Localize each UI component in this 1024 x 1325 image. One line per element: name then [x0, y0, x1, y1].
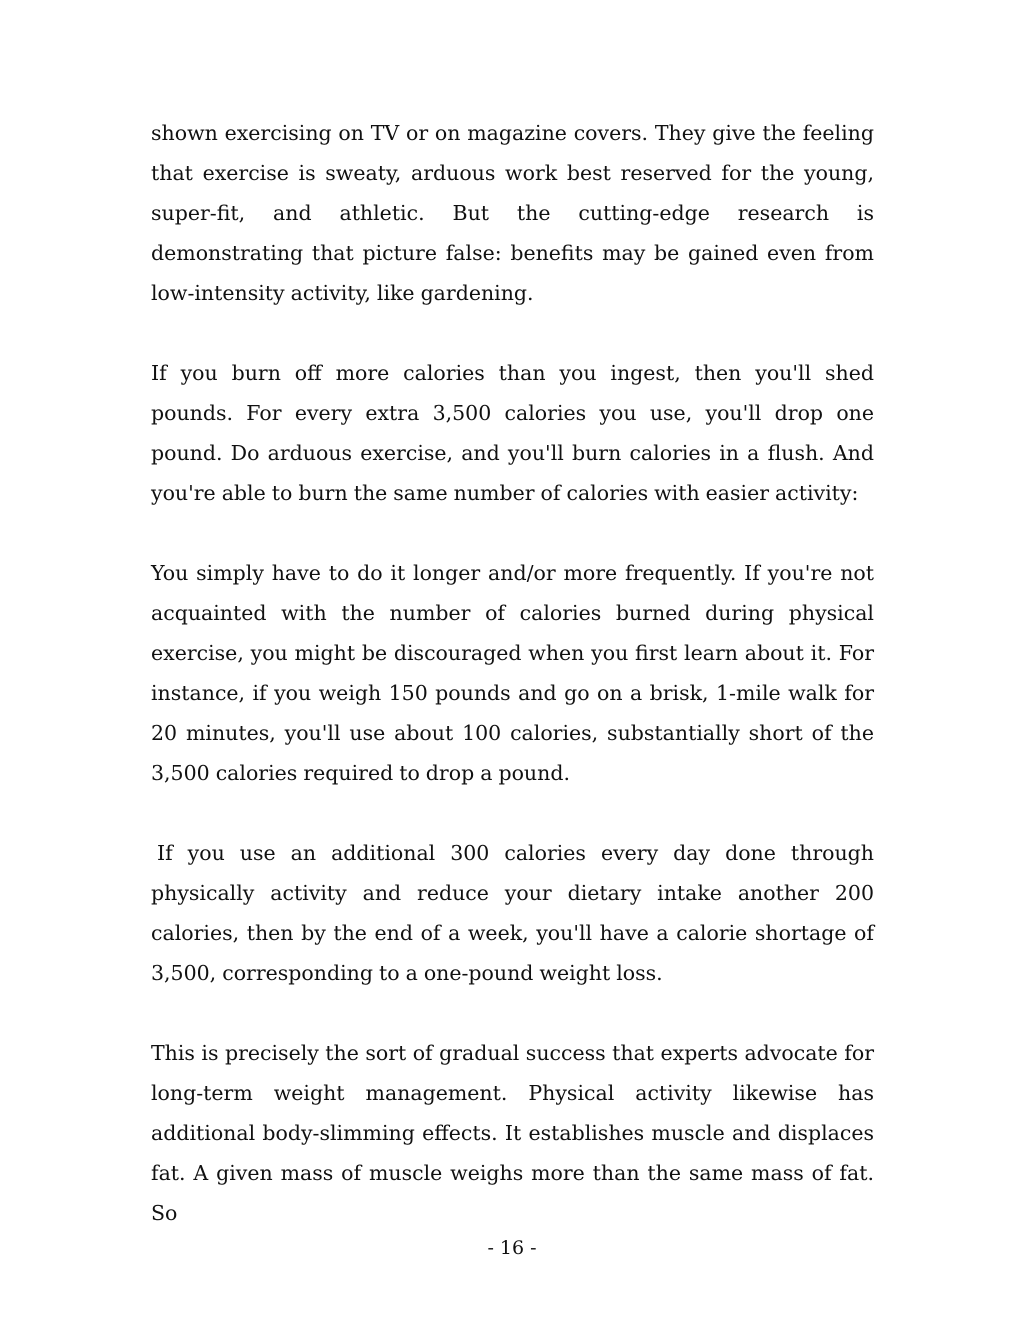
paragraph: shown exercising on TV or on magazine covers. They give the feeling that exercise is sweaty, arduous work best reserved for the young, super-fit, and athletic. But the cutting-edge research is demonstrating that picture false: benefits may be gained even from low-intensity activity, like gardening.: [151, 121, 874, 305]
paragraph: If you burn off more calories than you ingest, then you'll shed pounds. For every extra 3,500 calories you use, you'll drop one pound. Do arduous exercise, and you'll burn calories in a flush. And you're able to burn the same number of calories with easier activity:: [151, 361, 874, 505]
paragraph: You simply have to do it longer and/or more frequently. If you're not acquainted with the number of calories burned during physical exercise, you might be discouraged when you first learn about it. For instance, if you weigh 150 pounds and go on a brisk, 1-mile walk for 20 minutes, you'll use about 100 calories, substantially short of the 3,500 calories required to drop a pound.: [151, 561, 874, 785]
page-number: - 16 -: [487, 1237, 537, 1259]
paragraph: This is precisely the sort of gradual success that experts advocate for long-term weight management. Physical activity likewise has additional body-slimming effects. It establishes muscle and displaces fat. A given mass of muscle weighs more than the same mass of fat. So: [151, 1041, 874, 1225]
body-text: [151, 113, 874, 1233]
paragraph: If you use an additional 300 calories every day done through physically activity and reduce your dietary intake another 200 calories, then by the end of a week, you'll have a calorie shortage of 3,500, corresponding to a one-pound weight loss.: [151, 841, 874, 985]
